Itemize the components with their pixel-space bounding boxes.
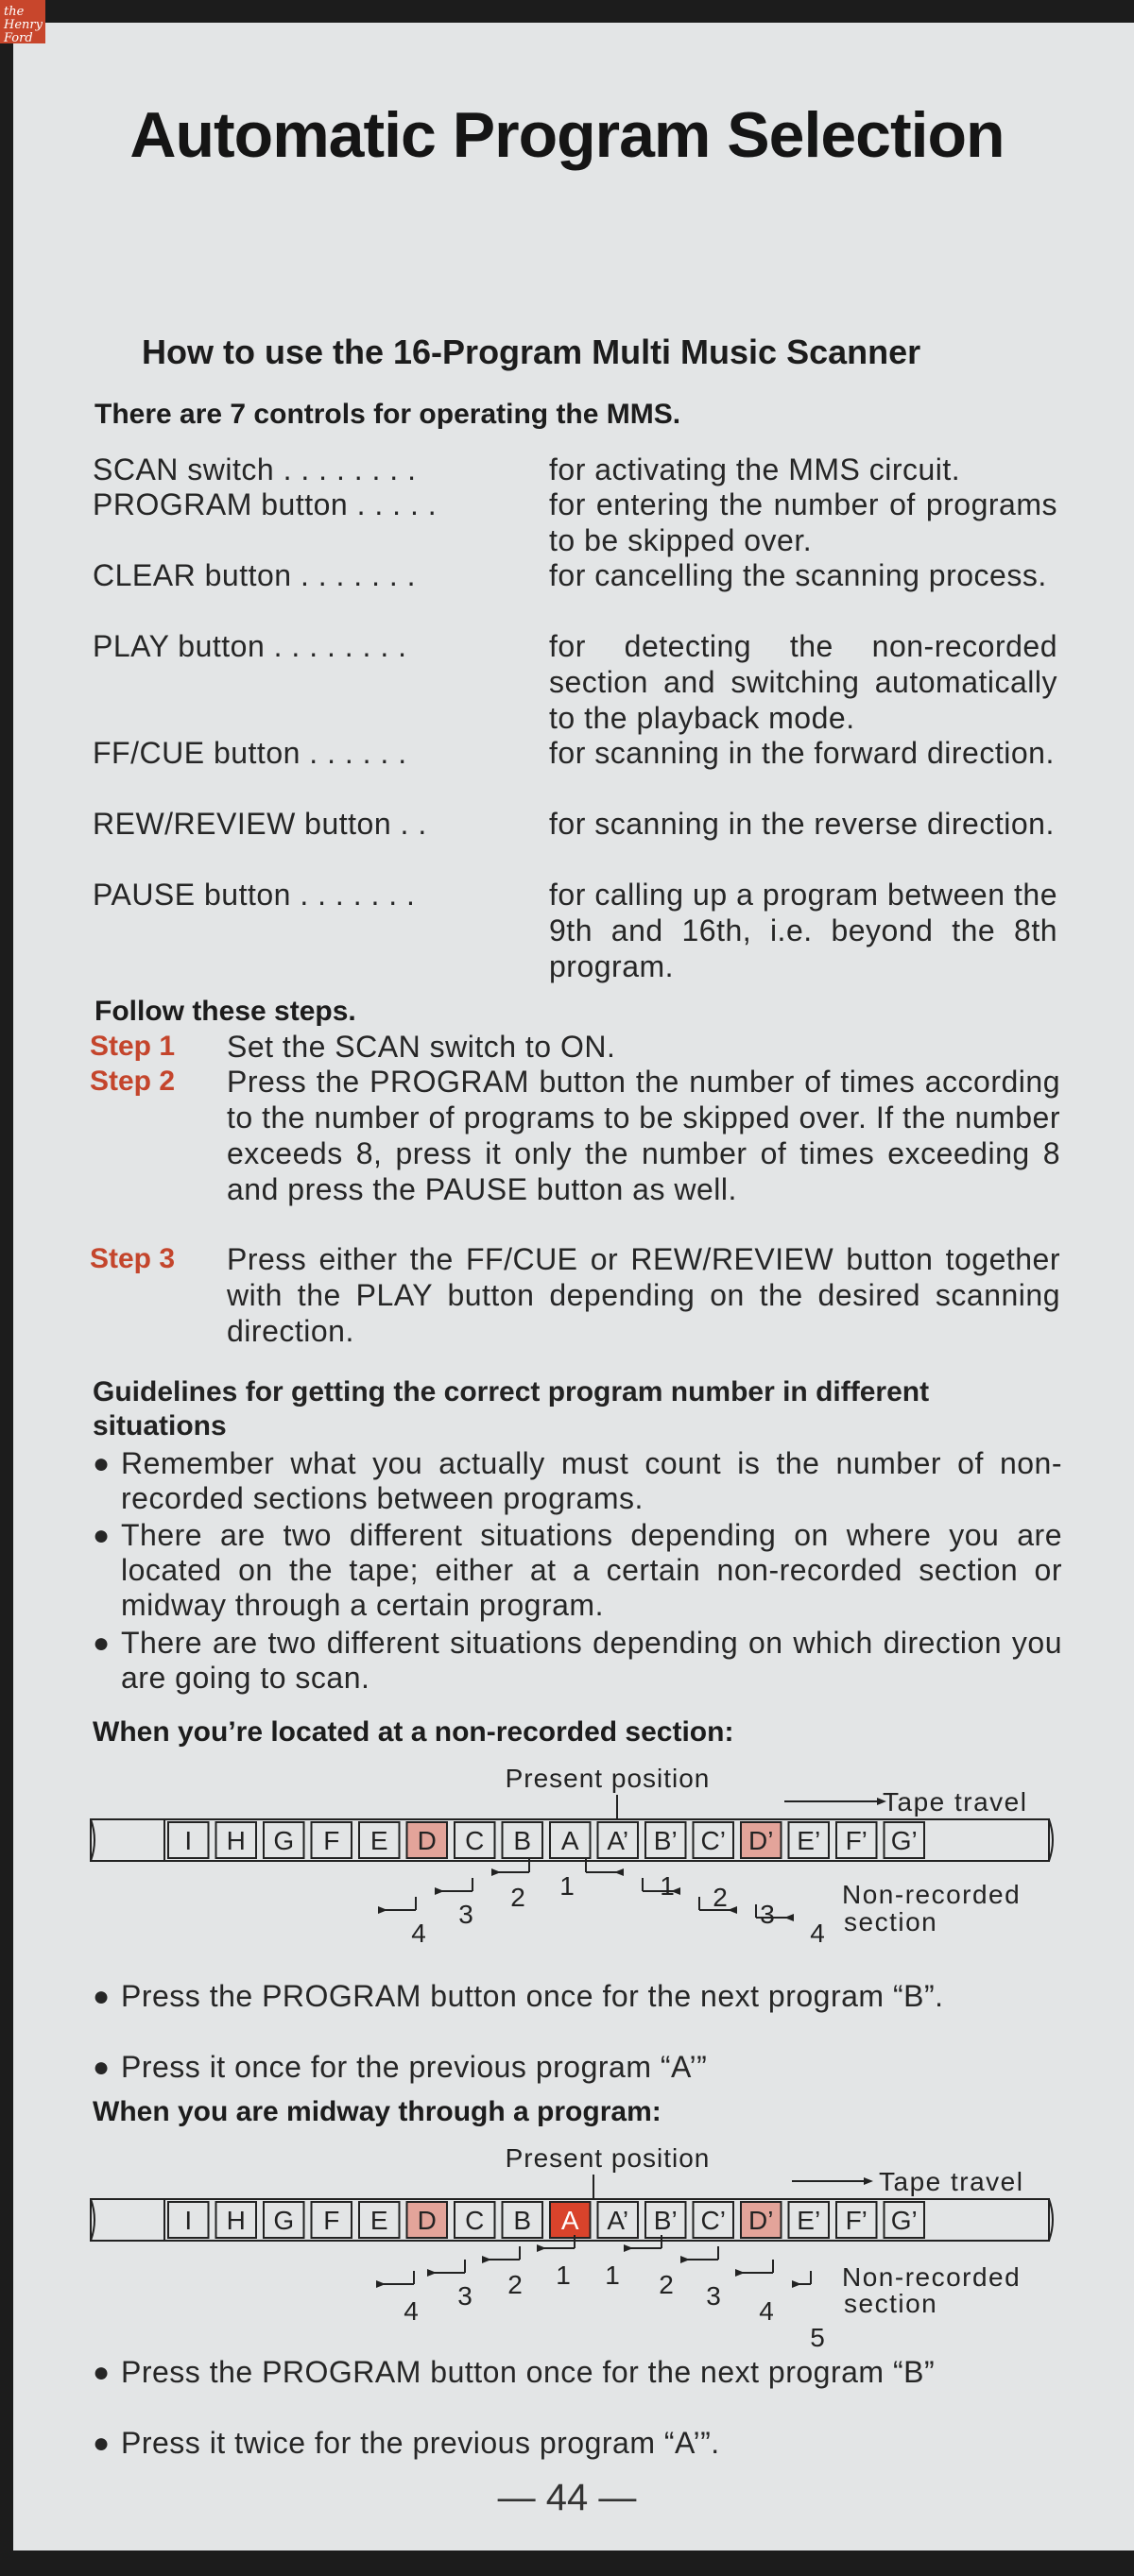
tape-cell-label: C — [465, 1826, 485, 1855]
arrow-head-icon — [427, 2269, 437, 2277]
tape-cell-label: B — [513, 1826, 532, 1855]
tape-cell-label: E’ — [797, 1826, 821, 1855]
tape-cell-label: B’ — [653, 2206, 678, 2235]
arrow-head-icon — [376, 2280, 386, 2288]
bullet-icon: ● — [93, 2357, 111, 2388]
arrow-head-icon — [728, 1906, 737, 1914]
tape-cell-label: F’ — [845, 1826, 868, 1855]
skip-count-label: 3 — [760, 1900, 775, 1929]
tape-cell-label: G’ — [890, 1826, 918, 1855]
arrow-head-icon — [735, 2269, 745, 2277]
tape-strip — [91, 1819, 1053, 1861]
tape-cell-label: A — [560, 1826, 579, 1855]
skip-count-label: 3 — [458, 1900, 473, 1929]
arrow-head-icon — [614, 1868, 624, 1876]
skip-count-label: 3 — [706, 2281, 721, 2311]
skip-count-label: 4 — [404, 2296, 419, 2326]
control-name: PAUSE button . . . . . . . — [93, 878, 416, 912]
step-label: Step 2 — [90, 1066, 176, 1097]
control-desc: for detecting the non-recorded section and switching automatically to the playback mode. — [549, 629, 1057, 735]
skip-count-label: 4 — [810, 1919, 825, 1948]
step-text: Set the SCAN switch to ON. — [227, 1030, 616, 1064]
tape-cell-label: C’ — [700, 2206, 726, 2235]
skip-count-label: 2 — [659, 2270, 674, 2299]
section-label: section — [844, 2289, 938, 2318]
skip-count-label: 2 — [507, 2270, 523, 2299]
arrow-head-icon — [491, 1868, 501, 1876]
bullet-icon: ● — [93, 2428, 111, 2459]
page-number: — 44 — — [497, 2477, 637, 2518]
tape-cell-label: F’ — [845, 2206, 868, 2235]
control-name: PLAY button . . . . . . . . — [93, 629, 407, 663]
skip-count-label: 1 — [660, 1871, 675, 1901]
step-label: Step 3 — [90, 1243, 176, 1274]
tape-cell-label: F — [323, 2206, 340, 2235]
tape-cell-label: A — [560, 2206, 579, 2235]
arrow-head-icon — [624, 2244, 633, 2252]
control-desc: for scanning in the forward direction. — [549, 736, 1055, 770]
tape-diagram-1 — [0, 1757, 1134, 1965]
step-text: Press either the FF/CUE or REW/REVIEW button together with the PLAY button depending on the desired scanning direction. — [227, 1242, 1060, 1348]
arrows-group — [378, 1859, 825, 1948]
page-title: Automatic Program Selection — [129, 99, 1005, 171]
skip-count-label: 4 — [759, 2296, 774, 2326]
control-name: REW/REVIEW button . . — [93, 807, 427, 841]
skip-count-label: 2 — [713, 1883, 728, 1912]
arrow-head-icon — [784, 1914, 794, 1921]
step-text: Press the PROGRAM button the number of times according to the number of programs to be skipped over. If the number exceeds 8, press it only the number of times exceeding 8 and press the PAUSE button as well. — [227, 1065, 1060, 1206]
tape-cell-label: B — [513, 2206, 532, 2235]
tape-cell-label: A’ — [607, 1826, 629, 1855]
arrow-head-icon — [378, 1906, 387, 1914]
control-name: SCAN switch . . . . . . . . — [93, 452, 417, 486]
arrow-head-icon — [435, 1887, 444, 1895]
tape-cell-label: I — [184, 1826, 193, 1855]
tape-cell-label: D’ — [748, 2206, 774, 2235]
tape-cell-label: A’ — [607, 2206, 629, 2235]
present-position-label: Present position — [505, 2143, 711, 2173]
section-label: section — [844, 1907, 938, 1936]
tape-cell-label: D — [417, 1826, 437, 1855]
tape-cell-label: C — [465, 2206, 485, 2235]
bullet-icon: ● — [93, 2052, 111, 2083]
skip-count-label: 1 — [556, 2260, 571, 2290]
tape-cell-label: H — [226, 2206, 246, 2235]
bullet-icon: ● — [93, 1628, 111, 1659]
tape-cell-label: H — [226, 1826, 246, 1855]
tape-cell-label: G — [273, 2206, 295, 2235]
bullet-icon: ● — [93, 1448, 111, 1479]
tape-cell-label: E — [369, 2206, 388, 2235]
tape-diagram-2 — [0, 2137, 1134, 2363]
skip-count-label: 1 — [559, 1871, 575, 1901]
tape-travel-label: Tape travel — [879, 2167, 1024, 2196]
control-desc: for entering the number of programs to be skipped over. — [549, 487, 1057, 557]
arrow-head-icon — [792, 2280, 801, 2288]
guidelines-title: Guidelines for getting the correct program number in different situations — [93, 1376, 930, 1442]
control-name: CLEAR button . . . . . . . — [93, 558, 417, 592]
henry-ford-logo: the Henry Ford — [0, 0, 45, 43]
bullet-icon: ● — [93, 1520, 111, 1551]
controls-intro: There are 7 controls for operating the MMS. — [94, 399, 681, 430]
tape-cell-label: B’ — [653, 1826, 678, 1855]
control-name: FF/CUE button . . . . . . — [93, 736, 407, 770]
control-desc: for calling up a program between the 9th and 16th, i.e. beyond the 8th program. — [549, 878, 1057, 983]
tape-cell-label: E — [369, 1826, 388, 1855]
control-desc: for activating the MMS circuit. — [549, 452, 961, 486]
non-recorded-label: Non-recorded — [842, 2262, 1022, 2292]
non-recorded-label: Non-recorded — [842, 1880, 1022, 1909]
skip-count-label: 5 — [810, 2323, 825, 2352]
tape-cell-label: G — [273, 1826, 295, 1855]
tape-cell-label: E’ — [797, 2206, 821, 2235]
tape-cell-label: I — [184, 2206, 193, 2235]
arrow-head-icon — [537, 2244, 546, 2252]
skip-count-label: 1 — [605, 2260, 620, 2290]
control-desc: for scanning in the reverse direction. — [549, 807, 1055, 841]
step-label: Step 1 — [90, 1031, 176, 1062]
control-name: PROGRAM button . . . . . — [93, 487, 438, 521]
case1-heading: When you’re located at a non-recorded section: — [93, 1716, 734, 1748]
bullet-icon: ● — [93, 1981, 111, 2012]
arrow-head-icon — [864, 2177, 873, 2185]
arrow-head-icon — [680, 2256, 690, 2263]
arrows-group — [376, 2235, 825, 2352]
arrow-head-icon — [482, 2256, 491, 2263]
case2-heading: When you are midway through a program: — [93, 2096, 662, 2127]
skip-count-label: 2 — [510, 1883, 525, 1912]
section-subtitle: How to use the 16-Program Multi Music Scanner — [142, 333, 921, 371]
tape-strip — [91, 2199, 1053, 2241]
control-desc: for cancelling the scanning process. — [549, 558, 1047, 592]
skip-count-label: 3 — [457, 2281, 472, 2311]
tape-cell-label: C’ — [700, 1826, 726, 1855]
tape-travel-label: Tape travel — [883, 1787, 1028, 1817]
tape-cell-label: G’ — [890, 2206, 918, 2235]
tape-cell-label: D’ — [748, 1826, 774, 1855]
tape-cell-label: D — [417, 2206, 437, 2235]
steps-intro: Follow these steps. — [94, 996, 356, 1027]
present-position-label: Present position — [505, 1764, 711, 1793]
tape-cell-label: F — [323, 1826, 340, 1855]
skip-count-label: 4 — [411, 1919, 426, 1948]
